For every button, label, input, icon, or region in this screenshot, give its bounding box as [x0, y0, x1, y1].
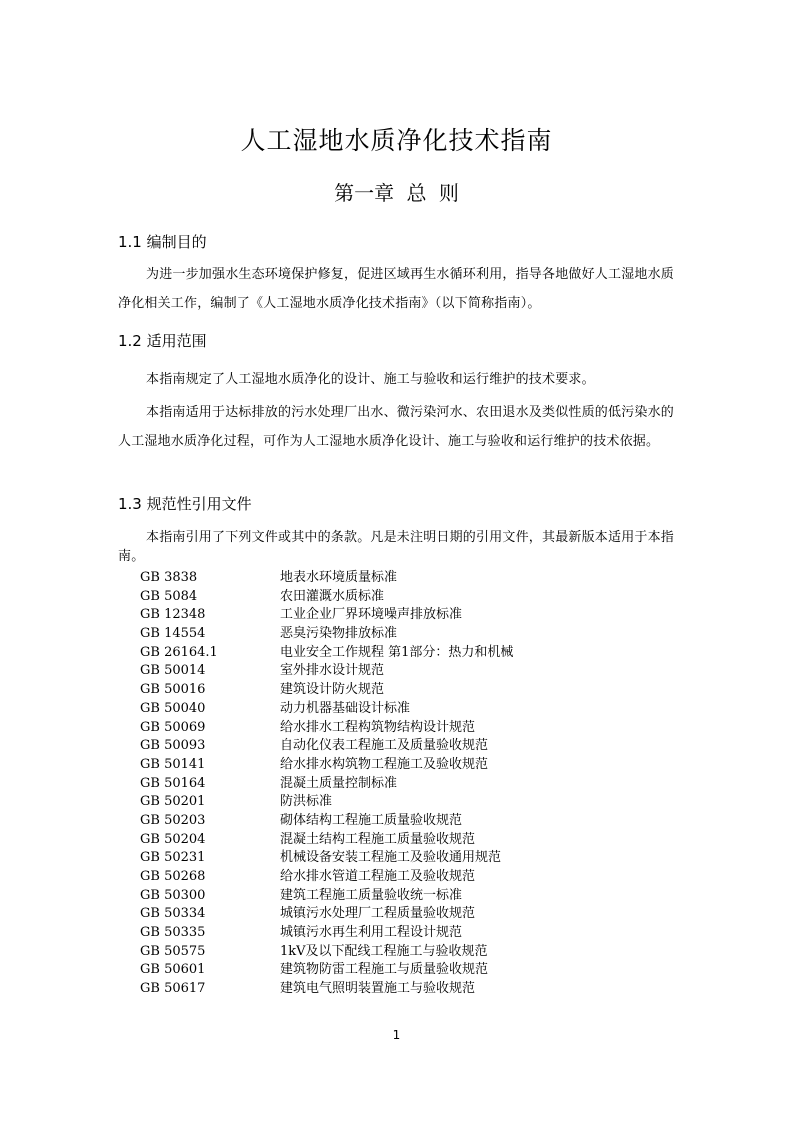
- reference-name: 工业企业厂界环境噪声排放标准: [280, 607, 463, 623]
- reference-code: GB 50204: [140, 831, 206, 847]
- reference-item: [140, 700, 513, 719]
- reference-item: [140, 662, 513, 681]
- reference-item: [140, 588, 513, 607]
- reference-item: [140, 569, 513, 588]
- reference-name: 建筑电气照明装置施工与验收规范: [280, 981, 476, 997]
- reference-code: GB 50093: [140, 738, 206, 754]
- reference-name: 室外排水设计规范: [280, 663, 385, 679]
- document-title: 人工湿地水质净化技术指南: [240, 126, 553, 155]
- reference-item: [140, 943, 513, 962]
- reference-item: [140, 831, 513, 850]
- reference-item: [140, 793, 513, 812]
- reference-code: GB 50231: [140, 850, 206, 866]
- reference-name: 防洪标准: [280, 794, 333, 810]
- reference-list: [140, 569, 513, 999]
- reference-name: 砌体结构工程施工质量验收规范: [280, 812, 463, 828]
- reference-name: 城镇污水处理厂工程质量验收规范: [280, 906, 476, 922]
- reference-item: [140, 775, 513, 794]
- reference-name: 自动化仪表工程施工及质量验收规范: [280, 738, 489, 754]
- reference-code: GB 50334: [140, 906, 206, 922]
- reference-item: [140, 737, 513, 756]
- reference-item: [140, 812, 513, 831]
- reference-code: GB 5084: [140, 588, 198, 604]
- reference-name: 电业安全工作规程 第1部分：热力和机械: [280, 644, 514, 660]
- paragraph-references-intro: 本指南引用了下列文件或其中的条款。凡是未注明日期的引用文件，其最新版本适用于本指南。: [118, 530, 675, 564]
- reference-code: GB 26164.1: [140, 644, 218, 660]
- reference-name: 给水排水工程构筑物结构设计规范: [280, 719, 476, 735]
- reference-item: [140, 756, 513, 775]
- reference-code: GB 14554: [140, 626, 206, 642]
- reference-name: 混凝土质量控制标准: [280, 775, 398, 791]
- reference-code: GB 3838: [140, 570, 198, 585]
- reference-item: [140, 924, 513, 943]
- reference-code: GB 50203: [140, 812, 206, 828]
- reference-name: 混凝土结构工程施工质量验收规范: [280, 831, 476, 847]
- reference-code: GB 50201: [140, 794, 206, 810]
- section-heading-purpose: 1.1 编制目的: [118, 233, 207, 251]
- reference-code: GB 50268: [140, 869, 206, 884]
- reference-code: GB 50335: [140, 925, 206, 941]
- reference-name: 建筑工程施工质量验收统一标准: [280, 887, 463, 903]
- reference-item: [140, 719, 513, 738]
- reference-name: 农田灌溉水质标准: [280, 588, 385, 604]
- reference-code: GB 50014: [140, 663, 206, 679]
- reference-code: GB 12348: [140, 607, 206, 623]
- reference-item: [140, 887, 513, 906]
- reference-code: GB 50040: [140, 700, 206, 716]
- reference-name: 动力机器基础设计标准: [280, 700, 411, 716]
- paragraph-scope-1: 本指南规定了人工湿地水质净化的设计、施工与验收和运行维护的技术要求。: [146, 372, 595, 387]
- reference-name: 地表水环境质量标准: [280, 570, 398, 585]
- page-number: 1: [392, 1028, 401, 1042]
- reference-name: 1kV及以下配线工程施工与验收规范: [280, 943, 488, 959]
- reference-name: 建筑物防雷工程施工与质量验收规范: [280, 962, 489, 978]
- reference-name: 给水排水构筑物工程施工及验收规范: [280, 756, 489, 772]
- reference-code: GB 50601: [140, 962, 206, 978]
- reference-code: GB 50617: [140, 981, 206, 997]
- reference-code: GB 50016: [140, 682, 206, 698]
- reference-code: GB 50164: [140, 775, 206, 791]
- reference-name: 建筑设计防火规范: [280, 682, 385, 698]
- reference-code: GB 50575: [140, 943, 206, 959]
- paragraph-purpose: 为进一步加强水生态环境保护修复，促进区域再生水循环利用，指导各地做好人工湿地水质净化相关工作，编制了《人工湿地水质净化技术指南》（以下简称指南）。: [118, 267, 675, 311]
- reference-item: [140, 644, 513, 663]
- reference-item: [140, 625, 513, 644]
- reference-item: [140, 980, 513, 999]
- reference-item: [140, 849, 513, 868]
- paragraph-scope-2: 本指南适用于达标排放的污水处理厂出水、微污染河水、农田退水及类似性质的低污染水的人工湿地水质净化过程，可作为人工湿地水质净化设计、施工与验收和运行维护的技术依据。: [118, 405, 675, 449]
- reference-item: [140, 868, 513, 887]
- reference-code: GB 50141: [140, 756, 206, 772]
- reference-name: 城镇污水再生利用工程设计规范: [280, 925, 463, 941]
- section-heading-references: 1.3 规范性引用文件: [118, 495, 252, 513]
- reference-name: 恶臭污染物排放标准: [280, 626, 398, 642]
- reference-name: 给水排水管道工程施工及验收规范: [280, 869, 476, 884]
- reference-code: GB 50300: [140, 887, 206, 903]
- reference-name: 机械设备安装工程施工及验收通用规范: [280, 850, 502, 866]
- chapter-title: 第一章 总 则: [334, 181, 459, 205]
- reference-code: GB 50069: [140, 719, 206, 735]
- reference-item: [140, 606, 513, 625]
- reference-item: [140, 961, 513, 980]
- reference-item: [140, 681, 513, 700]
- section-heading-scope: 1.2 适用范围: [118, 332, 207, 350]
- reference-item: [140, 905, 513, 924]
